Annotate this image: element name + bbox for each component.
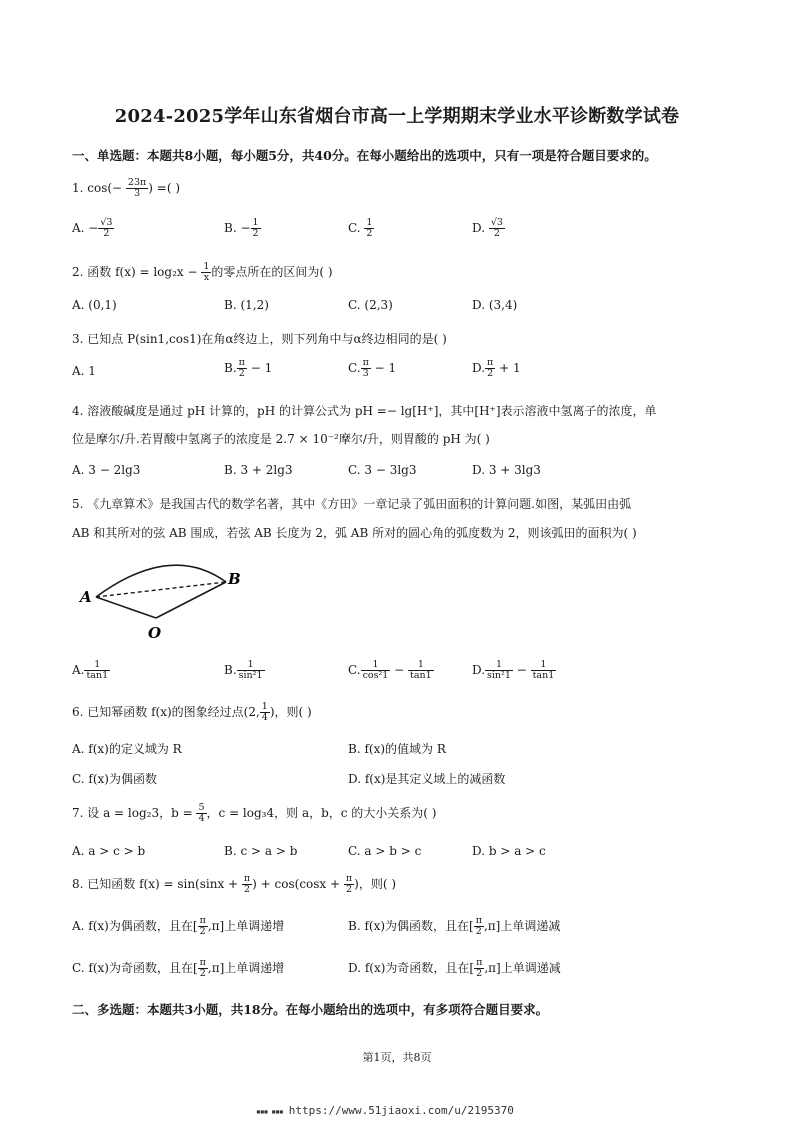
question-1: 1. cos(− $\frac{23\pi}{3}$ ) =( ): [72, 177, 180, 199]
q3-option-a[interactable]: A. 1: [72, 364, 96, 378]
label-b: B: [228, 570, 241, 588]
watermark-logo-icon: ▪▪▪ ▪▪▪: [256, 1107, 283, 1116]
question-7: 7. 设 a = log₂3，b = $\frac{5}{4}$ ，c = log₃4，则 a，b，c 的大小关系为( ): [72, 802, 437, 824]
q4-option-b[interactable]: B. 3 + 2lg3: [224, 463, 293, 477]
q7-option-b[interactable]: B. c > a > b: [224, 844, 298, 858]
q3-option-d[interactable]: D. $\frac{\pi}{2}$ + 1: [472, 357, 521, 379]
q2-option-d[interactable]: D. (3,4): [472, 298, 518, 312]
q6-option-c[interactable]: C. f(x)为偶函数: [72, 772, 157, 786]
q2-option-c[interactable]: C. (2,3): [348, 298, 393, 312]
question-2: 2. 函数 f(x) = log₂x − $\frac{1}{x}$ 的零点所在的区间为( ): [72, 261, 333, 283]
q1-option-d[interactable]: D. $\frac{√3}{2}$: [472, 217, 503, 239]
q7-option-d[interactable]: D. b > a > c: [472, 844, 546, 858]
radius-ob: [156, 582, 226, 618]
q8-option-b[interactable]: B. f(x)为偶函数，且在[ $\frac{\pi}{2}$ ,π]上单调递减: [348, 915, 561, 937]
q4-option-c[interactable]: C. 3 − 3lg3: [348, 463, 417, 477]
fraction: $\frac{5}{4}$: [198, 802, 205, 824]
fraction: $\frac{23\pi}{3}$: [127, 177, 147, 199]
section-multiple-choice-heading: 二、多选题：本题共3小题，共18分。在每小题给出的选项中，有多项符合题目要求。: [72, 1002, 549, 1017]
q8-option-d[interactable]: D. f(x)为奇函数，且在[ $\frac{\pi}{2}$ ,π]上单调递减: [348, 957, 561, 979]
q1-option-a[interactable]: A. − $\frac{√3}{2}$: [72, 217, 113, 239]
q5-option-d[interactable]: D. $\frac{1}{\text{sin²1}}$ − $\frac{1}{\tan 1}$: [472, 659, 555, 681]
q6-option-d[interactable]: D. f(x)是其定义域上的减函数: [348, 772, 506, 786]
question-4-line-2: 位是摩尔/升.若胃酸中氢离子的浓度是 2.7 × 10⁻²摩尔/升，则胃酸的 pH 为( ): [72, 432, 490, 446]
question-5-line-2: AB 和其所对的弦 AB 围成，若弦 AB 长度为 2，弧 AB 所对的圆心角的弧度数为 2，则该弧田的面积为( ): [72, 526, 637, 540]
question-6: 6. 已知幂函数 f(x)的图象经过点(2, $\frac{1}{4}$ )，则( ): [72, 701, 312, 723]
q3-option-c[interactable]: C. $\frac{\pi}{3}$ − 1: [348, 357, 397, 379]
q2-option-b[interactable]: B. (1,2): [224, 298, 269, 312]
q5-option-b[interactable]: B. $\frac{1}{\text{sin²1}}$: [224, 659, 263, 681]
q4-option-d[interactable]: D. 3 + 3lg3: [472, 463, 541, 477]
question-4-line-1: 4. 溶液酸碱度是通过 pH 计算的，pH 的计算公式为 pH =− lg[H⁺]，其中[H⁺]表示溶液中氢离子的浓度，单: [72, 404, 657, 418]
page-footer: 第1页，共8页: [362, 1051, 432, 1064]
section-single-choice-heading: 一、单选题：本题共8小题，每小题5分，共40分。在每小题给出的选项中，只有一项是符合题目要求的。: [72, 148, 657, 163]
watermark-url[interactable]: ▪▪▪ ▪▪▪ https://www.51jiaoxi.com/u/2195370: [256, 1104, 514, 1117]
q2-option-a[interactable]: A. (0,1): [72, 298, 117, 312]
q7-option-a[interactable]: A. a > c > b: [72, 844, 146, 858]
arc-field-diagram: [76, 562, 256, 646]
q8-option-a[interactable]: A. f(x)为偶函数，且在[ $\frac{\pi}{2}$ ,π]上单调递增: [72, 915, 285, 937]
q5-option-c[interactable]: C. $\frac{1}{\text{cos²1}}$ − $\frac{1}{\tan 1}$: [348, 659, 432, 681]
q5-option-a[interactable]: A. $\frac{1}{\tan 1}$: [72, 659, 109, 681]
q8-option-c[interactable]: C. f(x)为奇函数，且在[ $\frac{\pi}{2}$ ,π]上单调递增: [72, 957, 285, 979]
q3-option-b[interactable]: B. $\frac{\pi}{2}$ − 1: [224, 357, 273, 379]
fraction: $\frac{1}{x}$: [203, 261, 210, 283]
q4-option-a[interactable]: A. 3 − 2lg3: [72, 463, 141, 477]
label-a: A: [80, 588, 92, 606]
q1-option-b[interactable]: B. − $\frac{1}{2}$: [224, 217, 259, 239]
question-8: 8. 已知函数 f(x) = sin(sinx + $\frac{\pi}{2}$ ) + cos(cosx + $\frac{\pi}{2}$ )，则( ): [72, 873, 397, 895]
fraction: $\frac{1}{4}$: [261, 701, 268, 723]
label-o: O: [148, 624, 162, 642]
q6-option-a[interactable]: A. f(x)的定义域为 R: [72, 742, 182, 756]
q7-option-c[interactable]: C. a > b > c: [348, 844, 422, 858]
radius-oa: [96, 597, 156, 618]
exam-title: 2024-2025学年山东省烟台市高一上学期期末学业水平诊断数学试卷: [114, 106, 680, 127]
question-3: 3. 已知点 P(sin1,cos1)在角α终边上，则下列角中与α终边相同的是( ): [72, 332, 447, 346]
q6-option-b[interactable]: B. f(x)的值域为 R: [348, 742, 446, 756]
q1-option-c[interactable]: C. $\frac{1}{2}$: [348, 217, 373, 239]
question-5-line-1: 5. 《九章算术》是我国古代的数学名著，其中《方田》一章记录了弧田面积的计算问题.如图，某弧田由弧: [72, 497, 632, 511]
